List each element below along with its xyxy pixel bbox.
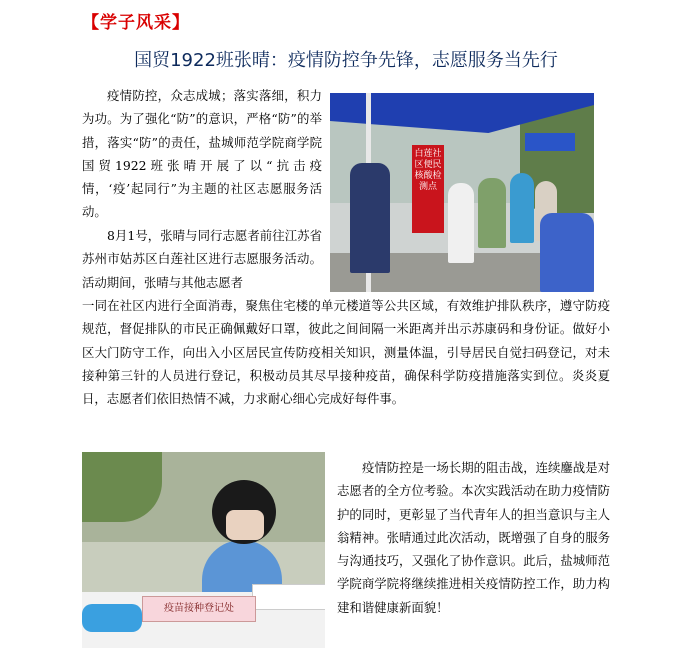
paragraph-intro: 疫情防控，众志成城；落实落细，积力为功。为了强化“防”的意识，严格“防”的举措，落实“防”的责任，盐城师范学院商学院国贸1922班张晴开展了以“抗击疫情，‘疫’起同行”为主题的社区志愿服务活动。 bbox=[82, 88, 322, 220]
volunteer-registration-photo bbox=[82, 452, 325, 648]
article-title: 国贸1922班张晴：疫情防控争先锋，志愿服务当先行 bbox=[134, 50, 558, 71]
paragraph-activity-full: 一同在社区内进行全面消毒，聚焦住宅楼的单元楼道等公共区域，有效维护排队秩序，遵守防疫规范，督促排队的市民正确佩戴好口罩，彼此之间间隔一米距离并出示苏康码和身份证。做好小区大门防守工作，向出入小区居民宣传防疫相关知识，测量体温，引导居民自觉扫码登记，对未接种第三针的人员进行登记，积极动员其尽早接种疫苗，确保科学防疫措施落实到位。炎炎夏日，志愿者们依旧热情不减，力求耐心细心完成好每件事。 bbox=[82, 298, 610, 407]
testing-point-banner: 白莲社区便民核酸检测点 bbox=[412, 145, 444, 233]
paragraph-activity-start: 8月1号，张晴与同行志愿者前往江苏省苏州市姑苏区白莲社区进行志愿服务活动。活动期间，张晴与其他志愿者 bbox=[82, 228, 322, 290]
volunteer-testing-site-photo bbox=[330, 93, 594, 292]
vaccination-registration-sign: 疫苗接种登记处 bbox=[142, 596, 256, 622]
paragraph-conclusion: 疫情防控是一场长期的阻击战，连续鏖战是对志愿者的全方位考验。本次实践活动在助力疫情防护的同时，更彰显了当代青年人的担当意识与主人翁精神。张晴通过此次活动，既增强了自身的服务与沟通技巧，又强化了协作意识。此后，盐城师范学院商学院将继续推进相关疫情防控工作，助力构建和谐健康新面貌！ bbox=[337, 460, 610, 615]
section-tag: 【学子风采】 bbox=[82, 13, 190, 33]
